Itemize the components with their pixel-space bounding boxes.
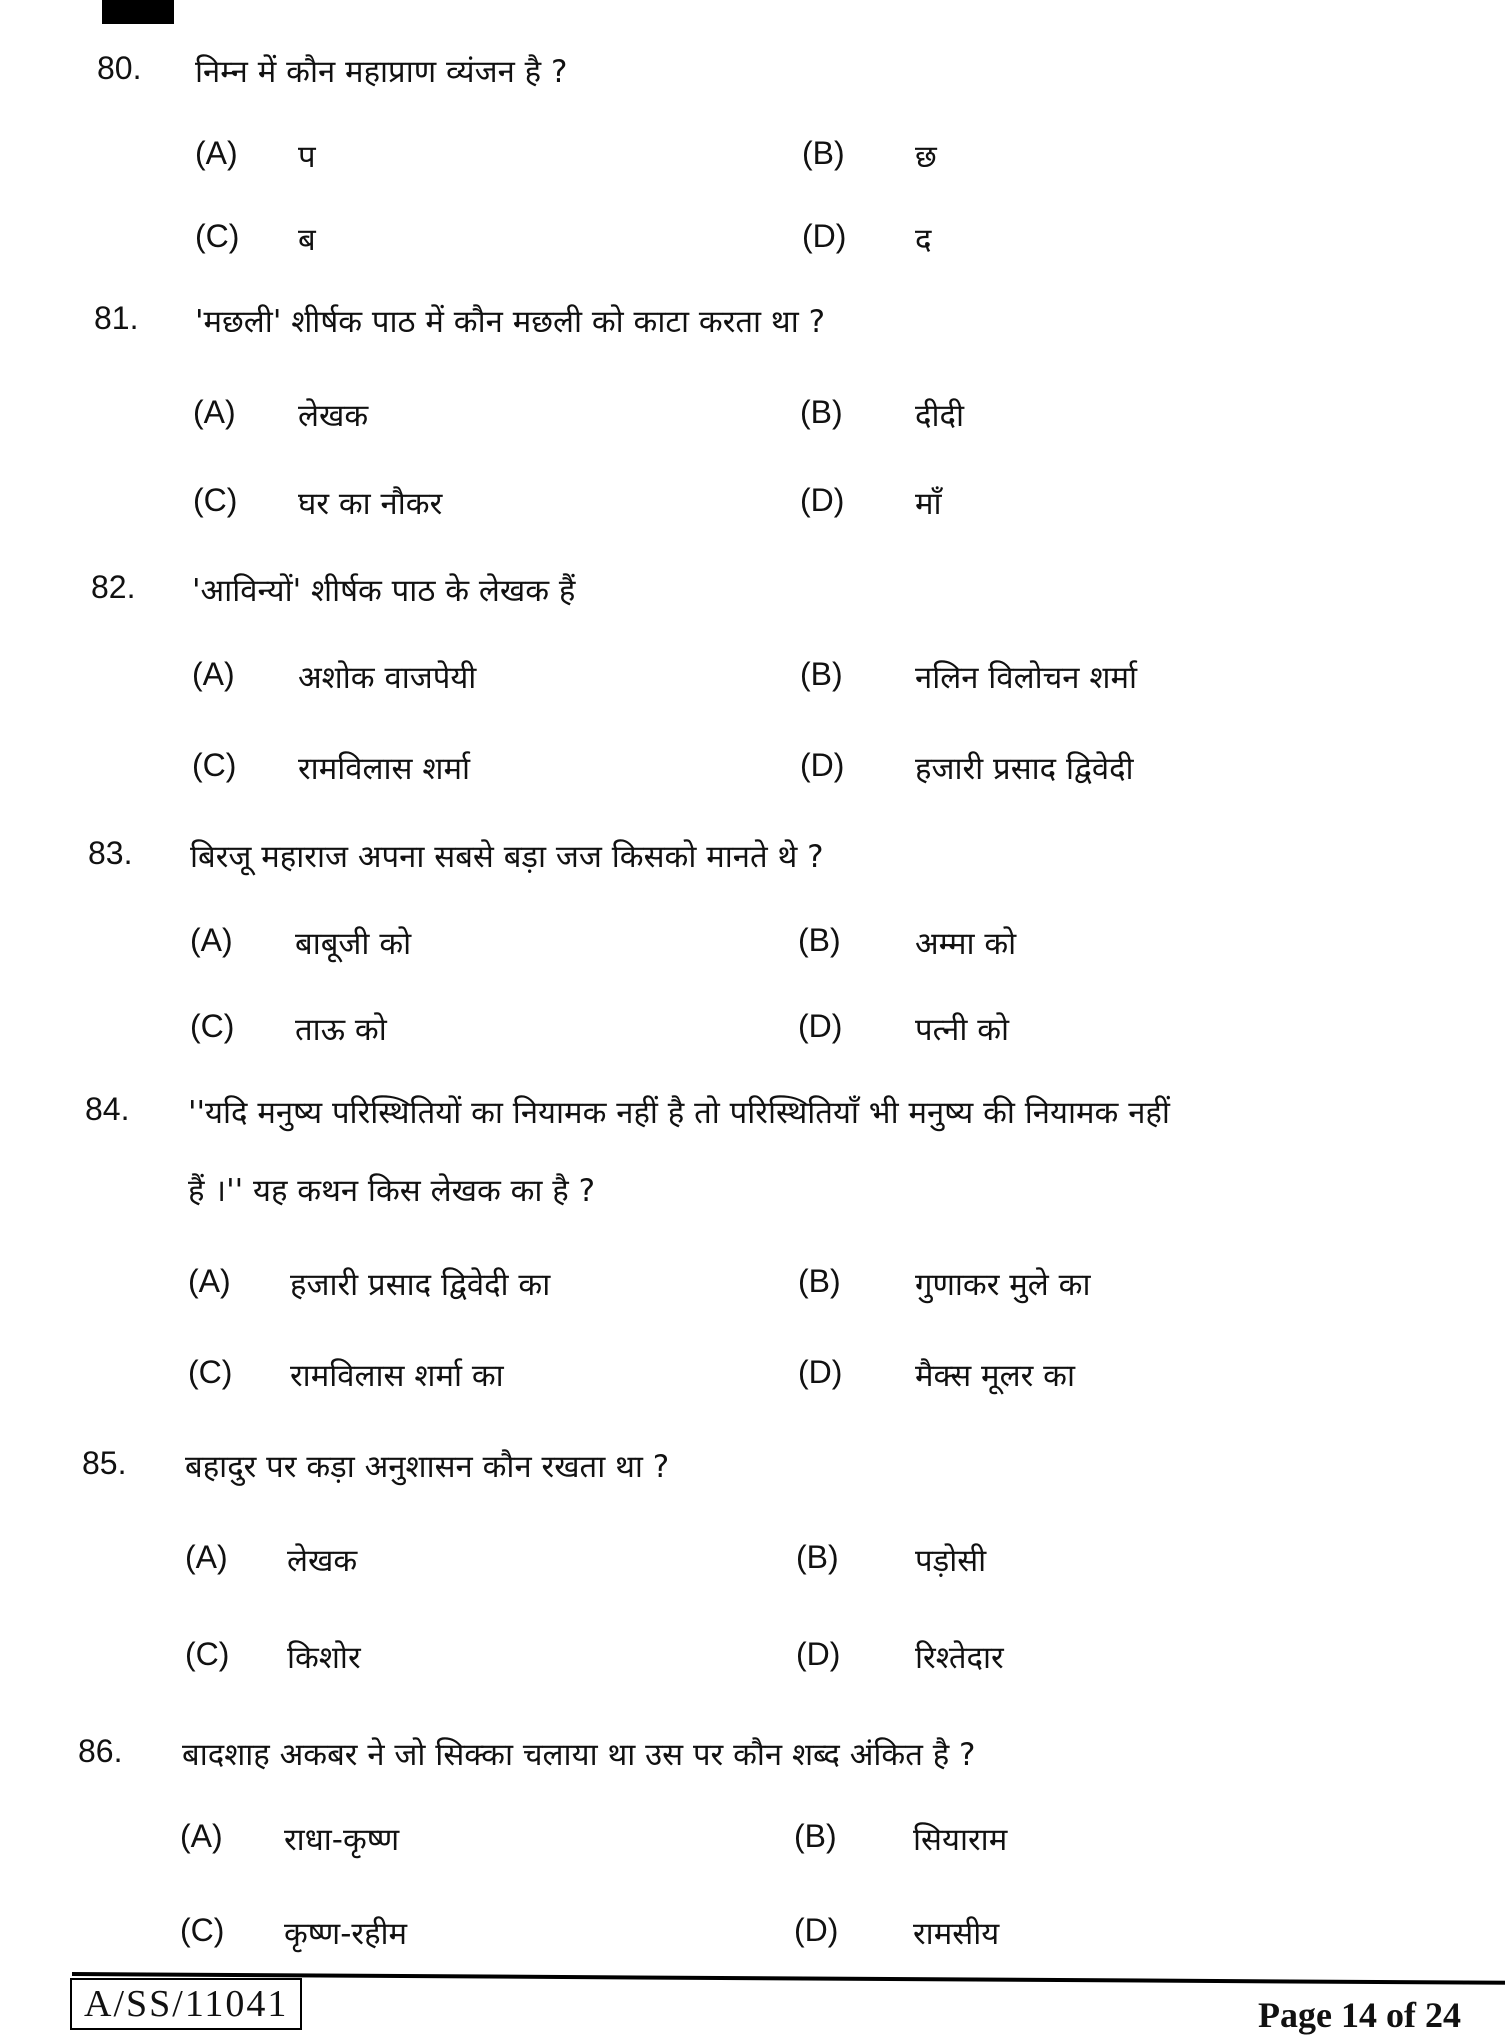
option-text: हजारी प्रसाद द्विवेदी: [915, 751, 1134, 787]
question-number: 82.: [91, 569, 136, 605]
option-label: (D): [802, 218, 847, 254]
question-number: 85.: [82, 1445, 127, 1481]
option-label: (B): [796, 1539, 839, 1575]
question-number: 83.: [88, 835, 133, 871]
option-text: घर का नौकर: [298, 486, 443, 522]
option-text: छ: [915, 139, 937, 175]
option-text: सियाराम: [913, 1822, 1008, 1858]
option-text: लेखक: [298, 398, 369, 434]
option-label: (A): [190, 922, 233, 958]
question-text: बहादुर पर कड़ा अनुशासन कौन रखता था ?: [185, 1449, 670, 1485]
option-label: (A): [180, 1818, 223, 1854]
option-label: (D): [794, 1912, 839, 1948]
option-label: (C): [195, 218, 240, 254]
option-text: लेखक: [287, 1543, 358, 1579]
option-text: रामविलास शर्मा: [298, 751, 471, 787]
option-text: ब: [298, 222, 316, 258]
question-text: बादशाह अकबर ने जो सिक्का चलाया था उस पर कौन शब्द अंकित है ?: [182, 1737, 976, 1773]
option-label: (B): [794, 1818, 837, 1854]
option-label: (B): [798, 922, 841, 958]
option-label: (D): [800, 747, 845, 783]
option-label: (A): [185, 1539, 228, 1575]
option-label: (C): [188, 1354, 233, 1390]
question-text: 'आविन्यों' शीर्षक पाठ के लेखक हैं: [192, 573, 576, 609]
option-text: नलिन विलोचन शर्मा: [915, 660, 1138, 696]
option-text: हजारी प्रसाद द्विवेदी का: [290, 1267, 551, 1303]
series-marker-box: [102, 0, 174, 24]
option-label: (D): [796, 1636, 841, 1672]
option-label: (C): [190, 1008, 235, 1044]
option-text: बाबूजी को: [295, 926, 412, 962]
option-label: (A): [192, 656, 235, 692]
option-label: (A): [193, 394, 236, 430]
option-text: द: [915, 222, 932, 258]
option-label: (C): [180, 1912, 225, 1948]
option-text: दीदी: [915, 398, 964, 434]
option-label: (B): [800, 656, 843, 692]
option-label: (D): [798, 1008, 843, 1044]
option-label: (B): [800, 394, 843, 430]
question-text-continued: हैं ।'' यह कथन किस लेखक का है ?: [188, 1173, 596, 1209]
question-text: 'मछली' शीर्षक पाठ में कौन मछली को काटा करता था ?: [195, 304, 826, 340]
option-text: रामसीय: [913, 1916, 1000, 1952]
option-label: (D): [798, 1354, 843, 1390]
option-text: रामविलास शर्मा का: [290, 1358, 504, 1394]
option-text: रिश्तेदार: [915, 1640, 1004, 1676]
option-text: प: [298, 139, 316, 175]
question-number: 81.: [94, 300, 139, 336]
option-text: पड़ोसी: [915, 1543, 987, 1579]
option-label: (B): [798, 1263, 841, 1299]
option-label: (C): [185, 1636, 230, 1672]
option-text: माँ: [915, 486, 942, 522]
page-number: Page 14 of 24: [1258, 1995, 1461, 2035]
option-text: किशोर: [287, 1640, 361, 1676]
option-label: (D): [800, 482, 845, 518]
option-label: (A): [188, 1263, 231, 1299]
option-text: गुणाकर मुले का: [915, 1267, 1091, 1303]
option-text: ताऊ को: [295, 1012, 387, 1048]
question-text: ''यदि मनुष्य परिस्थितियों का नियामक नहीं है तो परिस्थितियाँ भी मनुष्य की नियामक नहीं: [188, 1095, 1170, 1131]
question-text: निम्न में कौन महाप्राण व्यंजन है ?: [195, 54, 568, 90]
option-label: (B): [802, 135, 845, 171]
question-text: बिरजू महाराज अपना सबसे बड़ा जज किसको मानते थे ?: [190, 839, 824, 875]
option-text: कृष्ण-रहीम: [284, 1916, 408, 1952]
option-text: अशोक वाजपेयी: [298, 660, 477, 696]
option-text: राधा-कृष्ण: [284, 1822, 400, 1858]
option-label: (C): [192, 747, 237, 783]
question-number: 86.: [78, 1733, 123, 1769]
paper-code: A/SS/11041: [70, 1978, 302, 2030]
question-number: 80.: [97, 50, 142, 86]
option-text: पत्नी को: [915, 1012, 1010, 1048]
option-text: मैक्स मूलर का: [915, 1358, 1075, 1394]
option-label: (A): [195, 135, 238, 171]
option-label: (C): [193, 482, 238, 518]
option-text: अम्मा को: [915, 926, 1017, 962]
question-number: 84.: [85, 1091, 130, 1127]
